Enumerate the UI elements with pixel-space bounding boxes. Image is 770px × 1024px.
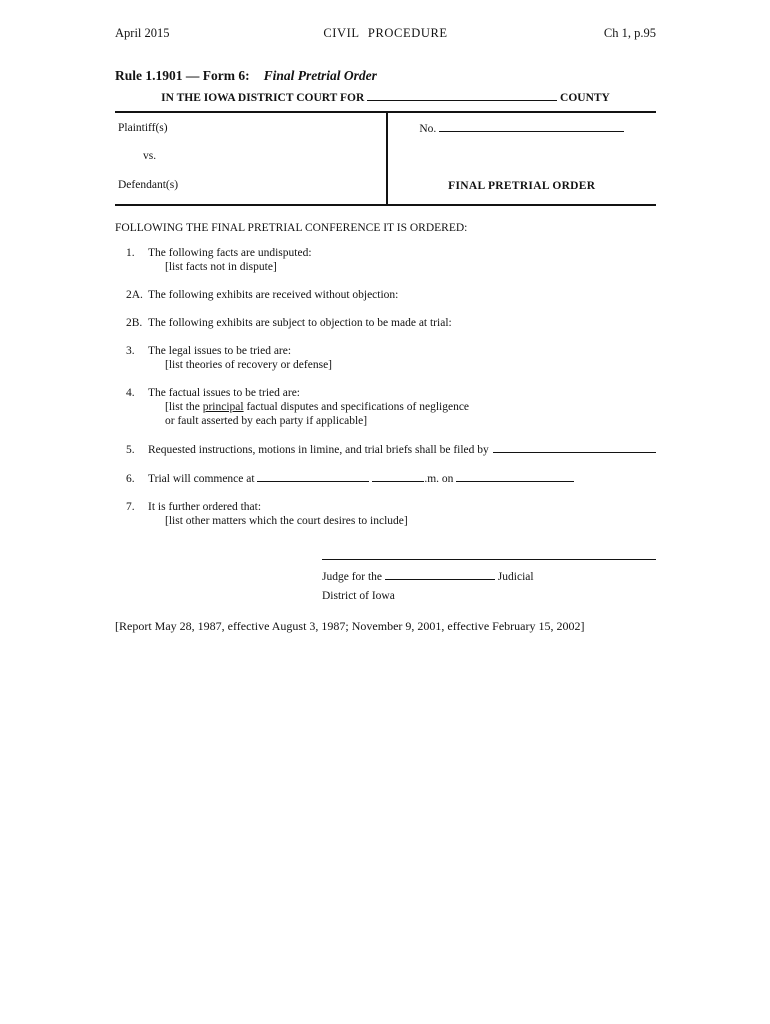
item-number: 3. (126, 345, 135, 357)
item-line (126, 386, 656, 400)
item-bracket-note: [list facts not in dispute] (165, 261, 277, 273)
item-text: The following exhibits are subject to objection to be made at trial: (148, 317, 452, 329)
order-title: FINAL PRETRIAL ORDER (448, 180, 596, 192)
item-number: 2A. (126, 289, 143, 301)
item-line (126, 500, 656, 514)
caption-case-cell (386, 113, 657, 204)
item-bracket-note-line2: or fault asserted by each party if applicable] (165, 415, 368, 427)
item-bracket-note: [list other matters which the court desires to include] (165, 515, 408, 527)
judge-title-suffix: Judicial (497, 571, 534, 583)
district-of-iowa-label: District of Iowa (322, 590, 395, 602)
item-number: 7. (126, 501, 135, 513)
item-text: The factual issues to be tried are: (148, 387, 300, 399)
item-number: 6. (126, 473, 135, 485)
form-name: Final Pretrial Order (263, 68, 377, 83)
page-header (115, 26, 656, 40)
case-number-line (388, 121, 657, 136)
caption-box (115, 111, 656, 206)
signature-block (322, 559, 656, 603)
report-history-note: [Report May 28, 1987, effective August 3, 1987; November 9, 2001, effective February 15, 2002] (115, 619, 585, 633)
ordered-intro: FOLLOWING THE FINAL PRETRIAL CONFERENCE IT IS ORDERED: (115, 222, 468, 234)
form-item-3 (115, 344, 656, 372)
form-item-2a (115, 288, 656, 302)
item-number: 2B. (126, 317, 143, 329)
case-number-blank (439, 121, 624, 132)
form-title (115, 69, 656, 83)
header-date: April 2015 (115, 26, 170, 40)
form-item-4 (115, 386, 656, 428)
header-page-ref: Ch 1, p.95 (603, 26, 656, 40)
judge-signature-line (322, 559, 656, 560)
item-text: The legal issues to be tried are: (148, 345, 292, 357)
judge-title-line (322, 569, 656, 584)
court-caption-line (115, 90, 656, 105)
item-bracket-note: [list theories of recovery or defense] (165, 359, 332, 371)
form-item-5 (115, 442, 656, 457)
bracket-text-underlined: principal (202, 401, 244, 413)
form-item-1 (115, 246, 656, 274)
item-text: The following facts are undisputed: (148, 247, 312, 259)
bracket-text-after: factual disputes and specifications of negligence (243, 401, 470, 413)
form-item-6 (115, 471, 656, 486)
judicial-district-blank (385, 569, 495, 580)
item-line (126, 344, 656, 358)
item-text: Requested instructions, motions in limine, and trial briefs shall be filed by (148, 444, 489, 456)
judge-title-prefix: Judge for the (322, 571, 383, 583)
rule-number: Rule 1.1901 — Form 6: (115, 68, 250, 83)
item-text: The following exhibits are received without objection: (148, 289, 399, 301)
ordered-items (115, 246, 656, 528)
defendant-label: Defendant(s) (118, 179, 179, 191)
county-blank (367, 90, 557, 101)
trial-date-blank (456, 471, 574, 482)
item-text-2: .m. on (424, 473, 454, 485)
form-item-2b (115, 316, 656, 330)
caption-parties-cell (115, 113, 386, 204)
court-line-prefix: IN THE IOWA DISTRICT COURT FOR (161, 92, 365, 104)
form-item-7 (115, 500, 656, 528)
plaintiff-label: Plaintiff(s) (118, 122, 168, 134)
item-bracket-note (165, 400, 656, 414)
court-line-suffix: COUNTY (560, 92, 610, 104)
item-number: 5. (126, 444, 135, 456)
vs-label: vs. (143, 150, 157, 162)
case-number-label: No. (419, 123, 437, 135)
item-number: 1. (126, 247, 135, 259)
trial-time-blank (257, 471, 369, 482)
bracket-text-before: [list the (165, 401, 203, 413)
item-text: Trial will commence at (148, 473, 255, 485)
header-chapter-title: CIVIL PROCEDURE (323, 26, 448, 40)
item-text: It is further ordered that: (148, 501, 262, 513)
filed-by-blank (493, 442, 656, 453)
am-pm-blank (372, 471, 424, 482)
item-line (126, 246, 656, 260)
item-number: 4. (126, 387, 135, 399)
